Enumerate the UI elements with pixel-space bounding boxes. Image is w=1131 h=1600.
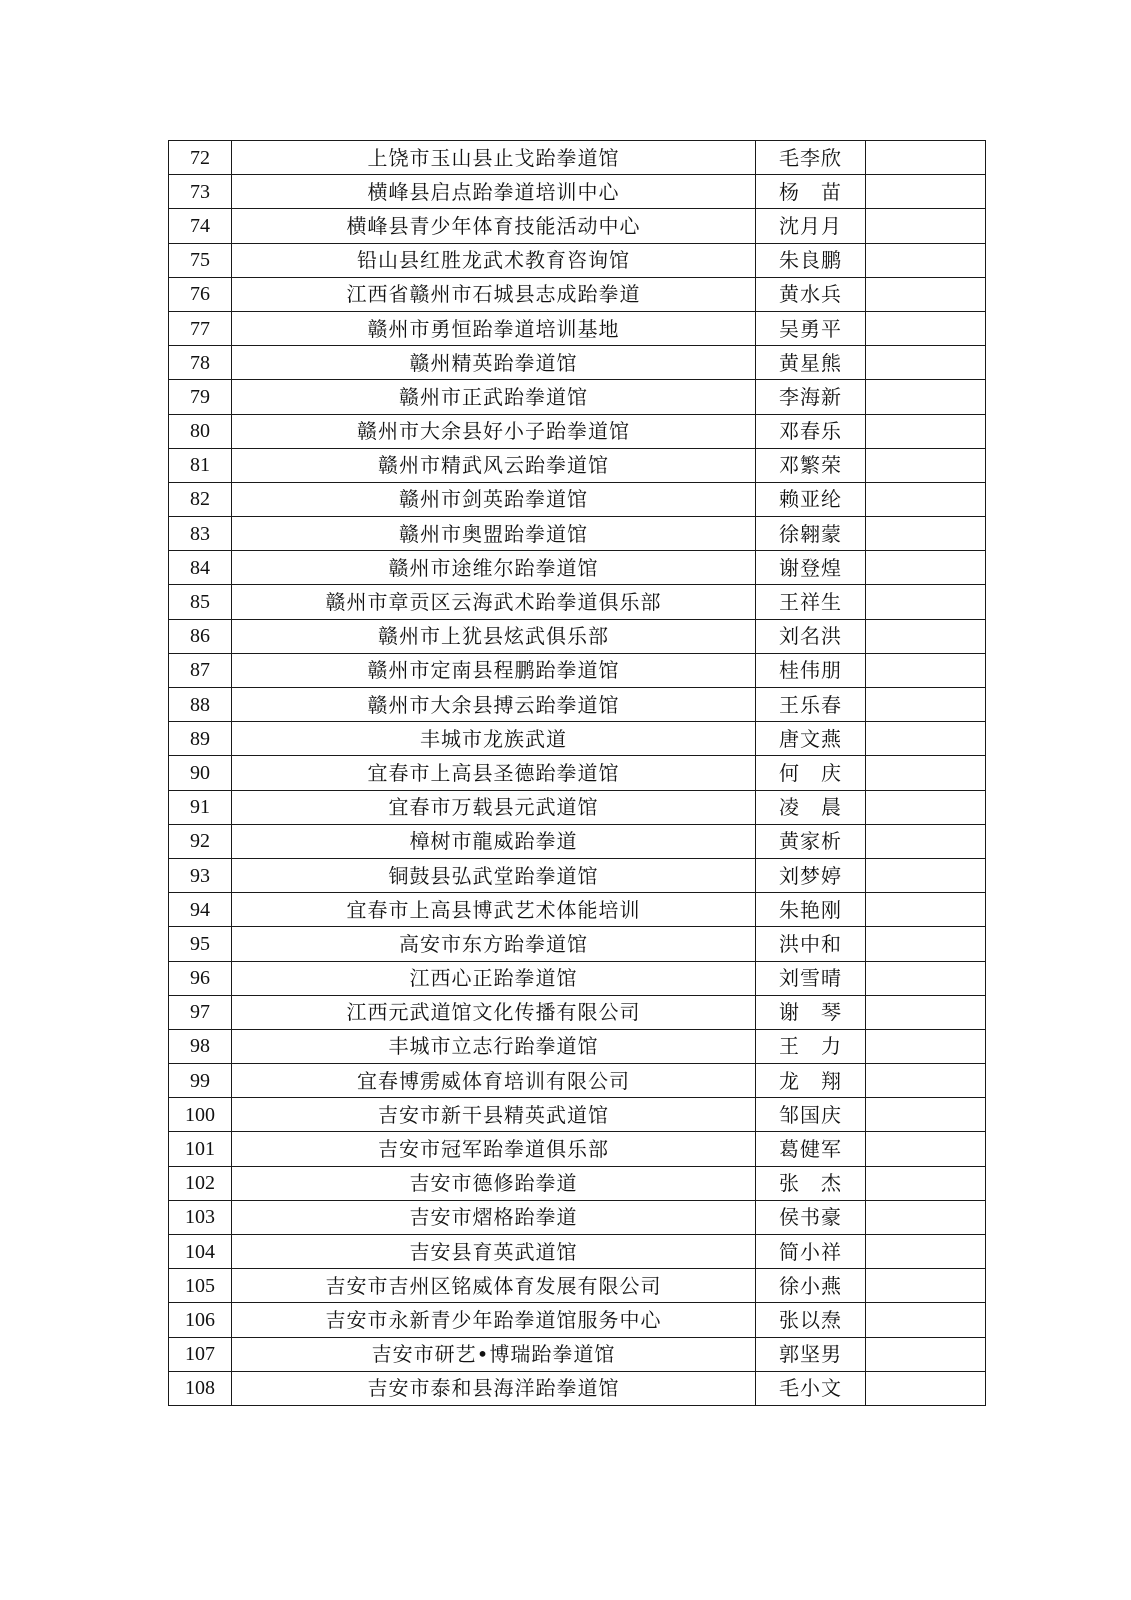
organization-name-cell: 吉安市熠格跆拳道 [232, 1200, 756, 1234]
contact-person-cell: 赖亚纶 [756, 482, 866, 516]
organization-name-cell: 江西心正跆拳道馆 [232, 961, 756, 995]
organization-name-cell: 樟树市龍威跆拳道 [232, 824, 756, 858]
remarks-cell [866, 1371, 986, 1405]
organization-name-cell: 赣州市奥盟跆拳道馆 [232, 517, 756, 551]
organization-name-cell: 丰城市龙族武道 [232, 722, 756, 756]
row-number-cell: 78 [169, 346, 232, 380]
contact-person-cell: 龙 翔 [756, 1064, 866, 1098]
remarks-cell [866, 585, 986, 619]
contact-person-cell: 王祥生 [756, 585, 866, 619]
row-number-cell: 107 [169, 1337, 232, 1371]
remarks-cell [866, 756, 986, 790]
remarks-cell [866, 1098, 986, 1132]
table-row [169, 1064, 986, 1098]
row-number-cell: 108 [169, 1371, 232, 1405]
contact-person-cell: 葛健军 [756, 1132, 866, 1166]
contact-person-cell: 黄水兵 [756, 277, 866, 311]
remarks-cell [866, 653, 986, 687]
organization-name-cell: 横峰县启点跆拳道培训中心 [232, 175, 756, 209]
contact-person-cell: 简小祥 [756, 1235, 866, 1269]
remarks-cell [866, 414, 986, 448]
table-row [169, 243, 986, 277]
contact-person-cell: 徐小燕 [756, 1269, 866, 1303]
contact-person-cell: 王 力 [756, 1029, 866, 1063]
remarks-cell [866, 482, 986, 516]
contact-person-cell: 李海新 [756, 380, 866, 414]
contact-person-cell: 张以焘 [756, 1303, 866, 1337]
table-row [169, 756, 986, 790]
organization-name-cell: 铜鼓县弘武堂跆拳道馆 [232, 858, 756, 892]
remarks-cell [866, 551, 986, 585]
row-number-cell: 73 [169, 175, 232, 209]
row-number-cell: 104 [169, 1235, 232, 1269]
organization-name-cell: 丰城市立志行跆拳道馆 [232, 1029, 756, 1063]
organization-name-cell: 宜春博雳威体育培训有限公司 [232, 1064, 756, 1098]
organization-name-cell: 吉安市吉州区铭威体育发展有限公司 [232, 1269, 756, 1303]
organization-name-cell: 赣州市正武跆拳道馆 [232, 380, 756, 414]
row-number-cell: 91 [169, 790, 232, 824]
row-number-cell: 94 [169, 893, 232, 927]
organization-name-cell: 赣州市大余县搏云跆拳道馆 [232, 688, 756, 722]
row-number-cell: 98 [169, 1029, 232, 1063]
organization-name-cell: 吉安市研艺•博瑞跆拳道馆 [232, 1337, 756, 1371]
organization-name-cell: 江西省赣州市石城县志成跆拳道 [232, 277, 756, 311]
row-number-cell: 100 [169, 1098, 232, 1132]
table-row [169, 1166, 986, 1200]
table-row [169, 414, 986, 448]
contact-person-cell: 侯书豪 [756, 1200, 866, 1234]
remarks-cell [866, 277, 986, 311]
contact-person-cell: 黄星熊 [756, 346, 866, 380]
organization-name-cell: 赣州市定南县程鹏跆拳道馆 [232, 653, 756, 687]
remarks-cell [866, 1303, 986, 1337]
table-row [169, 1029, 986, 1063]
organization-name-cell: 吉安市冠军跆拳道俱乐部 [232, 1132, 756, 1166]
remarks-cell [866, 858, 986, 892]
row-number-cell: 90 [169, 756, 232, 790]
table-row [169, 1235, 986, 1269]
table-row [169, 1371, 986, 1405]
table-row [169, 858, 986, 892]
table-row [169, 619, 986, 653]
row-number-cell: 75 [169, 243, 232, 277]
remarks-cell [866, 1132, 986, 1166]
remarks-cell [866, 1064, 986, 1098]
organization-name-cell: 吉安市永新青少年跆拳道馆服务中心 [232, 1303, 756, 1337]
remarks-cell [866, 1029, 986, 1063]
organization-name-cell: 高安市东方跆拳道馆 [232, 927, 756, 961]
table-row [169, 653, 986, 687]
remarks-cell [866, 1235, 986, 1269]
contact-person-cell: 谢 琴 [756, 995, 866, 1029]
table-row [169, 517, 986, 551]
table-row [169, 1132, 986, 1166]
contact-person-cell: 朱良鹏 [756, 243, 866, 277]
organization-name-cell: 赣州市剑英跆拳道馆 [232, 482, 756, 516]
organization-name-cell: 宜春市万载县元武道馆 [232, 790, 756, 824]
row-number-cell: 103 [169, 1200, 232, 1234]
table-row [169, 209, 986, 243]
row-number-cell: 77 [169, 311, 232, 345]
remarks-cell [866, 209, 986, 243]
remarks-cell [866, 927, 986, 961]
table-row [169, 141, 986, 175]
row-number-cell: 84 [169, 551, 232, 585]
contact-person-cell: 杨 苗 [756, 175, 866, 209]
row-number-cell: 85 [169, 585, 232, 619]
table-row [169, 1269, 986, 1303]
row-number-cell: 97 [169, 995, 232, 1029]
row-number-cell: 74 [169, 209, 232, 243]
table-row [169, 448, 986, 482]
remarks-cell [866, 380, 986, 414]
table-row [169, 722, 986, 756]
row-number-cell: 95 [169, 927, 232, 961]
remarks-cell [866, 824, 986, 858]
contact-person-cell: 徐翱蒙 [756, 517, 866, 551]
remarks-cell [866, 961, 986, 995]
table-row [169, 688, 986, 722]
remarks-cell [866, 722, 986, 756]
contact-person-cell: 吴勇平 [756, 311, 866, 345]
row-number-cell: 86 [169, 619, 232, 653]
remarks-cell [866, 1337, 986, 1371]
row-number-cell: 105 [169, 1269, 232, 1303]
organization-name-cell: 赣州市大余县好小子跆拳道馆 [232, 414, 756, 448]
registry-table [168, 140, 986, 1406]
organization-name-cell: 上饶市玉山县止戈跆拳道馆 [232, 141, 756, 175]
table-row [169, 790, 986, 824]
organization-name-cell: 吉安市新干县精英武道馆 [232, 1098, 756, 1132]
remarks-cell [866, 1269, 986, 1303]
row-number-cell: 81 [169, 448, 232, 482]
table-row [169, 961, 986, 995]
table-row [169, 824, 986, 858]
table-row [169, 893, 986, 927]
row-number-cell: 89 [169, 722, 232, 756]
table-row [169, 346, 986, 380]
organization-name-cell: 铅山县红胜龙武术教育咨询馆 [232, 243, 756, 277]
organization-name-cell: 吉安市德修跆拳道 [232, 1166, 756, 1200]
table-row [169, 175, 986, 209]
row-number-cell: 76 [169, 277, 232, 311]
row-number-cell: 99 [169, 1064, 232, 1098]
row-number-cell: 82 [169, 482, 232, 516]
row-number-cell: 92 [169, 824, 232, 858]
row-number-cell: 101 [169, 1132, 232, 1166]
contact-person-cell: 黄家析 [756, 824, 866, 858]
row-number-cell: 72 [169, 141, 232, 175]
table-row [169, 1200, 986, 1234]
row-number-cell: 87 [169, 653, 232, 687]
remarks-cell [866, 517, 986, 551]
organization-name-cell: 横峰县青少年体育技能活动中心 [232, 209, 756, 243]
table-row [169, 311, 986, 345]
row-number-cell: 80 [169, 414, 232, 448]
contact-person-cell: 王乐春 [756, 688, 866, 722]
contact-person-cell: 刘名洪 [756, 619, 866, 653]
contact-person-cell: 郭坚男 [756, 1337, 866, 1371]
organization-name-cell: 吉安县育英武道馆 [232, 1235, 756, 1269]
table-row [169, 927, 986, 961]
remarks-cell [866, 448, 986, 482]
contact-person-cell: 何 庆 [756, 756, 866, 790]
contact-person-cell: 邓春乐 [756, 414, 866, 448]
remarks-cell [866, 346, 986, 380]
table-body [169, 141, 986, 1406]
remarks-cell [866, 1200, 986, 1234]
row-number-cell: 88 [169, 688, 232, 722]
row-number-cell: 102 [169, 1166, 232, 1200]
contact-person-cell: 邹国庆 [756, 1098, 866, 1132]
table-row [169, 1098, 986, 1132]
contact-person-cell: 刘梦婷 [756, 858, 866, 892]
remarks-cell [866, 995, 986, 1029]
table-row [169, 995, 986, 1029]
remarks-cell [866, 619, 986, 653]
contact-person-cell: 邓繁荣 [756, 448, 866, 482]
row-number-cell: 96 [169, 961, 232, 995]
organization-name-cell: 赣州市精武风云跆拳道馆 [232, 448, 756, 482]
contact-person-cell: 沈月月 [756, 209, 866, 243]
table-row [169, 585, 986, 619]
contact-person-cell: 谢登煌 [756, 551, 866, 585]
remarks-cell [866, 893, 986, 927]
row-number-cell: 93 [169, 858, 232, 892]
row-number-cell: 106 [169, 1303, 232, 1337]
remarks-cell [866, 311, 986, 345]
contact-person-cell: 唐文燕 [756, 722, 866, 756]
contact-person-cell: 朱艳刚 [756, 893, 866, 927]
organization-name-cell: 赣州市章贡区云海武术跆拳道俱乐部 [232, 585, 756, 619]
contact-person-cell: 张 杰 [756, 1166, 866, 1200]
remarks-cell [866, 1166, 986, 1200]
organization-name-cell: 江西元武道馆文化传播有限公司 [232, 995, 756, 1029]
table-row [169, 551, 986, 585]
contact-person-cell: 刘雪晴 [756, 961, 866, 995]
remarks-cell [866, 790, 986, 824]
remarks-cell [866, 175, 986, 209]
table-row [169, 1303, 986, 1337]
table-row [169, 1337, 986, 1371]
remarks-cell [866, 688, 986, 722]
contact-person-cell: 凌 晨 [756, 790, 866, 824]
row-number-cell: 79 [169, 380, 232, 414]
table-row [169, 482, 986, 516]
contact-person-cell: 洪中和 [756, 927, 866, 961]
organization-name-cell: 宜春市上高县圣德跆拳道馆 [232, 756, 756, 790]
contact-person-cell: 毛小文 [756, 1371, 866, 1405]
organization-name-cell: 赣州市途维尔跆拳道馆 [232, 551, 756, 585]
table-row [169, 380, 986, 414]
organization-name-cell: 赣州精英跆拳道馆 [232, 346, 756, 380]
table-row [169, 277, 986, 311]
remarks-cell [866, 243, 986, 277]
organization-name-cell: 赣州市勇恒跆拳道培训基地 [232, 311, 756, 345]
organization-name-cell: 宜春市上高县博武艺术体能培训 [232, 893, 756, 927]
organization-name-cell: 赣州市上犹县炫武俱乐部 [232, 619, 756, 653]
remarks-cell [866, 141, 986, 175]
row-number-cell: 83 [169, 517, 232, 551]
organization-name-cell: 吉安市泰和县海洋跆拳道馆 [232, 1371, 756, 1405]
contact-person-cell: 毛李欣 [756, 141, 866, 175]
contact-person-cell: 桂伟朋 [756, 653, 866, 687]
